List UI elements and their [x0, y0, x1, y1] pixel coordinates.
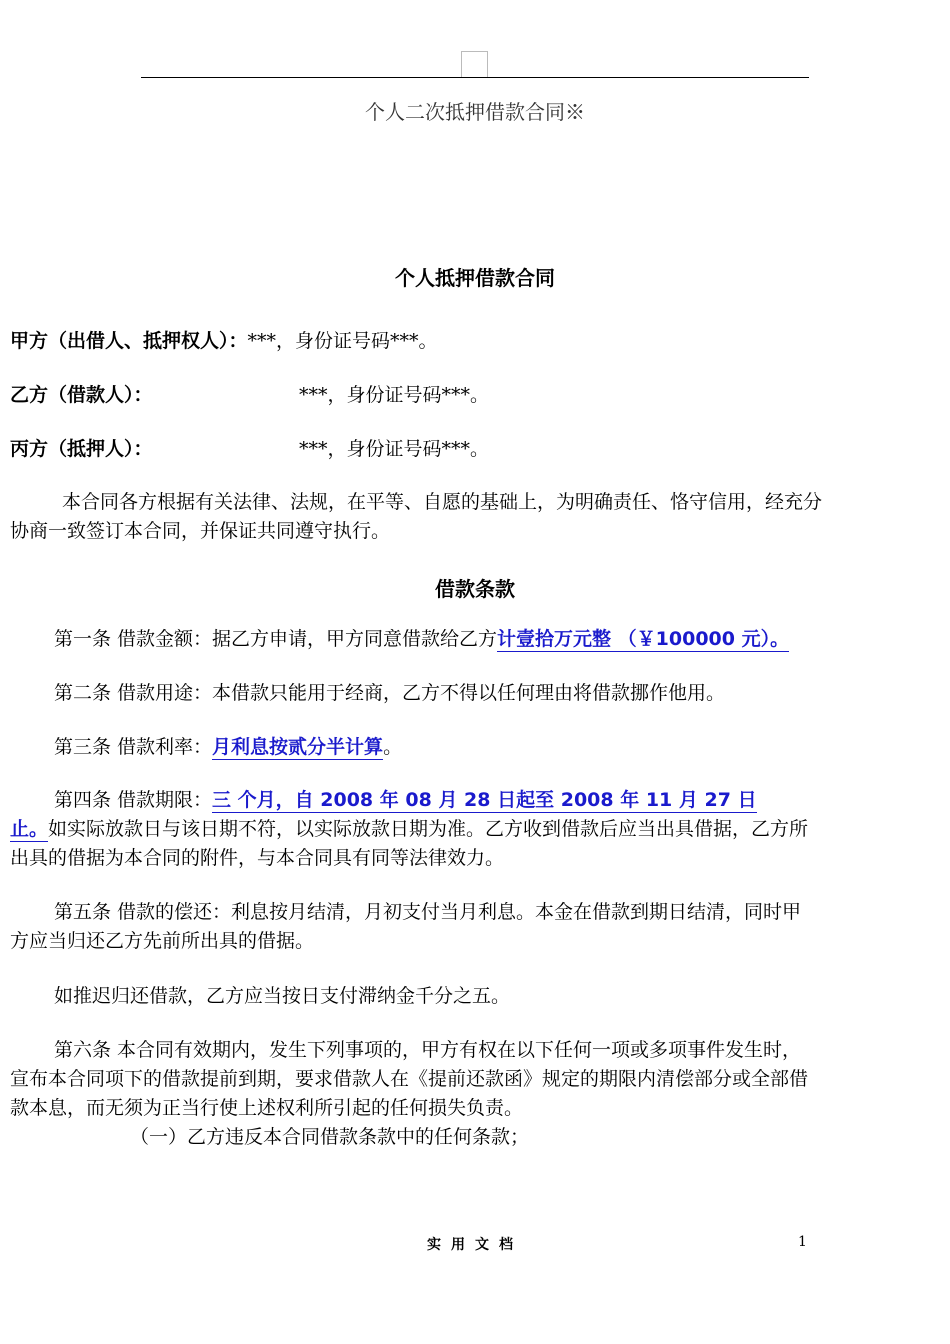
header-rule [141, 77, 809, 78]
article-6-item-1: （一）乙方违反本合同借款条款中的任何条款； [130, 1126, 530, 1148]
late-fee-clause: 如推迟归还借款，乙方应当按日支付滞纳金千分之五。 [54, 985, 511, 1007]
article-4-text: 第四条 借款期限： [54, 789, 213, 811]
party-c-label: 丙方（抵押人）： [10, 438, 153, 460]
loan-amount-field: 计壹拾万元整 （￥100000 元）。 [497, 628, 790, 650]
party-a [10, 327, 438, 356]
party-a-label: 甲方（出借人、抵押权人）： [10, 330, 248, 352]
article-2: 第二条 借款用途：本借款只能用于经商，乙方不得以任何理由将借款挪作他用。 [54, 682, 726, 704]
article-5-line-1: 第五条 借款的偿还：利息按月结清，月初支付当月利息。本金在借款到期日结清，同时甲 [54, 901, 802, 923]
preamble-line-2: 协商一致签订本合同，并保证共同遵守执行。 [10, 520, 391, 542]
preamble-line-1: 本合同各方根据有关法律、法规，在平等、自愿的基础上，为明确责任、恪守信用，经充分 [62, 491, 823, 513]
article-1 [54, 625, 789, 654]
article-4-line-3: 出具的借据为本合同的附件，与本合同具有同等法律效力。 [10, 847, 505, 869]
article-6-line-2: 宣布本合同项下的借款提前到期，要求借款人在《提前还款函》规定的期限内清偿部分或全部借 [10, 1068, 809, 1090]
article-6-line-1: 第六条 本合同有效期内，发生下列事项的，甲方有权在以下任何一项或多项事件发生时， [54, 1039, 802, 1061]
party-a-value: ***，身份证号码***。 [247, 330, 438, 352]
page-number: 1 [798, 1234, 807, 1250]
interest-rate-field: 月利息按贰分半计算 [212, 736, 384, 758]
article-4-line-2-rest: 如实际放款日与该日期不符，以实际放款日期为准。乙方收到借款后应当出具借据，乙方所 [48, 818, 809, 840]
section-heading: 借款条款 [435, 577, 515, 601]
article-4-line-2 [10, 815, 808, 844]
article-5-line-2: 方应当归还乙方先前所出具的借据。 [10, 930, 315, 952]
header-box [461, 51, 488, 77]
article-3-end: 。 [383, 736, 403, 758]
party-b-value: ***，身份证号码***。 [299, 384, 490, 406]
party-b-label: 乙方（借款人）： [10, 384, 153, 406]
article-3-text: 第三条 借款利率： [54, 736, 213, 758]
article-4-line-1 [54, 786, 757, 815]
document-header-title: 个人二次抵押借款合同※ [365, 100, 585, 124]
contract-title: 个人抵押借款合同 [395, 266, 555, 290]
loan-term-field: 三 个月，自 2008 年 08 月 28 日起至 2008 年 11 月 27 日 [212, 789, 757, 811]
article-1-text: 第一条 借款金额：据乙方申请，甲方同意借款给乙方 [54, 628, 498, 650]
party-c-value: ***，身份证号码***。 [299, 438, 490, 460]
article-3 [54, 733, 402, 762]
footer-label: 实用文档 [427, 1237, 523, 1253]
article-6-line-3: 款本息，而无须为正当行使上述权利所引起的任何损失负责。 [10, 1097, 524, 1119]
loan-term-field-end: 止。 [10, 818, 49, 840]
